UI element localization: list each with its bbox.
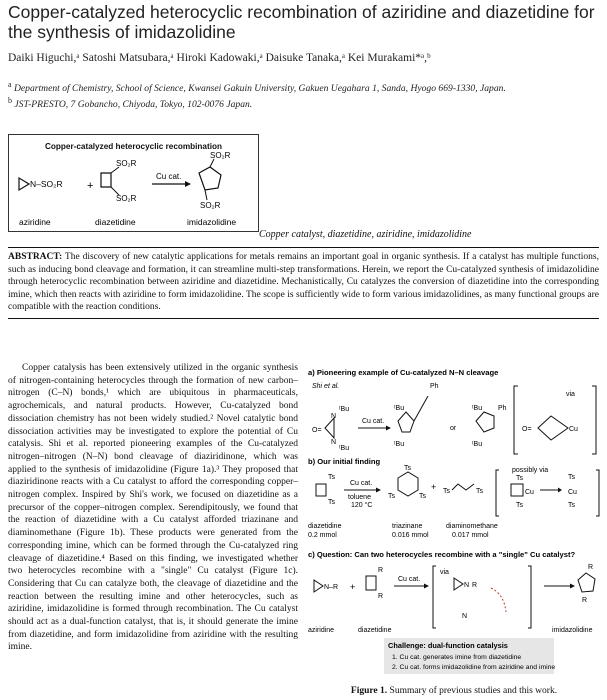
panel-b-ts2: Ts: [328, 499, 335, 506]
panel-a-tbu5: ᵗBu: [472, 405, 483, 412]
aziridine-ring: [19, 178, 29, 190]
panel-a-n1: N: [331, 413, 337, 420]
panel-a-arrowhead: [386, 426, 391, 431]
label-diazetidine: diazetidine: [95, 217, 136, 227]
panel-c-label-aziridine: aziridine: [308, 627, 335, 634]
figure-caption-label: Figure 1.: [350, 686, 388, 696]
compound-diaminomethane-amount: 0.017 mmol: [452, 532, 489, 539]
panel-c-arrowhead: [424, 584, 429, 589]
via-bracket-left: [514, 386, 518, 454]
panel-a-product2-ring: [476, 412, 494, 432]
challenge-title: Challenge: dual-function catalysis: [388, 641, 508, 650]
panel-b-cu-complex1: [511, 484, 523, 496]
diazetidine-ring: [101, 173, 111, 187]
panel-b-ts4: Ts: [388, 493, 395, 500]
affiliation-mark: a: [8, 80, 12, 89]
panel-c-via: via: [440, 569, 449, 576]
panel-a-n2: N: [331, 439, 337, 446]
label-imidazolidine: imidazolidine: [187, 217, 237, 227]
abstract: [8, 247, 599, 319]
affiliation-text: JST-PRESTO, 7 Gobancho, Chiyoda, Tokyo, 102-0076 Japan.: [14, 99, 253, 111]
panel-c-title: c) Question: Can two heterocycles recombine with a "single" Cu catalyst?: [308, 550, 576, 559]
reaction-arrowhead: [185, 181, 191, 187]
diaziridinone-ring: [325, 418, 334, 438]
panel-c-label-diazetidine: diazetidine: [358, 627, 392, 634]
paper-title: Copper-catalyzed heterocyclic recombination of aziridine and diazetidine for the synthesis of imidazolidine: [8, 2, 595, 42]
panel-b-possibly-via: possibly via: [512, 467, 549, 474]
panel-c-via-bracket-right: [528, 566, 531, 628]
challenge-item-1: 1. Cu cat. generates imine from diazetidine: [392, 654, 522, 661]
affiliation-mark: b: [8, 96, 12, 105]
label-aziridine: aziridine: [19, 217, 51, 227]
panel-a-catalyst: Cu cat.: [362, 418, 385, 425]
panel-c-r3: R: [588, 564, 594, 571]
panel-c-via-bracket-left: [433, 566, 436, 628]
panel-a-via: via: [566, 391, 575, 398]
panel-a-title: a) Pioneering example of Cu-catalyzed N–N cleavage: [308, 368, 499, 377]
affiliation-a: [8, 80, 506, 94]
affiliation-text: Department of Chemistry, School of Science, Kwansei Gakuin University, Gakuen Uegahara 1, Sanda, Hyogo 669-1330, Japan.: [13, 83, 506, 95]
body-paragraph: Copper catalysis has been extensively utilized in the organic synthesis of nitrogen-containing heterocycles through the formation of new carbon–nitrogen (C–N) bonds,¹ which are ubiquitous in pharmaceuticals, agrochemicals, and natural products. However, Cu-catalyzed bond dissociation chemistry has not been widely studied.² Novel catalytic bond dissociation activities may be investigated to explore the potential of Cu catalysis. Shi et al. reported pioneering examples of the Cu-catalyzed nitrogen–nitrogen (N–N) bond cleavage of diaziridinone, which was applied to the synthesis of imidazolidine (Figure 1a).³ They proposed that diaziridinone reacts with a Cu catalyst to afford the corresponding copper–nitrogen complex. Inspired by Shi's work, we focused on diazetidine as a precursor of the copper–nitrogen complex. Serendipitously, we found that the reaction of diazetidine with a Cu catalyst afforded triazinane and diaminomethane (Figure 1b). These products were generated from the corresponding imine, which can be formed through the Cu-catalyzed ring cleavage of diazetidine.⁴ Based on this finding, we investigated whether two heterocycles recombine with a "single" Cu catalyst (Figure 1c). Considering that Cu can catalyze both, the cleavage of diazetidine and the reaction between the resulting imine and other heterocycles, such as aziridine, imidazolidine is formed through recombination. The Cu catalyst should act as a dual-function catalyst, that is, it should generate the imine from diazetidine, and form imidazolidine from aziridine with the resulting imine.: [8, 363, 298, 653]
challenge-item-2: 2. Cu cat. forms imidazolidine from aziridine and imine: [392, 664, 556, 671]
panel-b-plus: +: [431, 482, 437, 492]
panel-c-imidazolidine: [578, 573, 595, 592]
panel-b-cu2: Cu: [568, 489, 577, 496]
triazinane-ring: [398, 472, 418, 496]
panel-b-ts7: Ts: [476, 488, 483, 495]
panel-b-diazetidine: [316, 484, 326, 496]
panel-b-temperature: 120 °C: [351, 502, 373, 509]
panel-b-ts5: Ts: [419, 493, 426, 500]
toc-scheme: [9, 135, 258, 231]
product-group-bottom: SO₂R: [200, 201, 221, 210]
panel-c-imine-n: N: [462, 613, 468, 620]
panel-c-r1: R: [378, 567, 384, 574]
panel-a-author: Shi et al.: [312, 383, 340, 390]
panel-a-tbu6: ᵗBu: [472, 441, 483, 448]
compound-diazetidine-name: diazetidine: [308, 523, 342, 530]
panel-b-title: b) Our initial finding: [308, 457, 381, 466]
panel-c-catalyst: Cu cat.: [398, 576, 421, 583]
panel-c-r4: R: [582, 597, 588, 604]
panel-c-aziridine-group: N–R: [324, 584, 339, 591]
panel-b-arrowhead: [376, 488, 381, 493]
panel-c-r2: R: [378, 593, 384, 600]
panel-c-red-dashed: [491, 588, 506, 612]
panel-b-ts1: Ts: [328, 474, 335, 481]
panel-c-label-imidazolidine: imidazolidine: [552, 627, 593, 634]
panel-b-equilibrium-head: [558, 488, 562, 493]
product-group-top: SO₂R: [210, 151, 231, 160]
panel-b-ts11: Ts: [568, 502, 575, 509]
possibly-via-bracket-right: [596, 470, 599, 516]
possibly-via-bracket-left: [496, 470, 499, 516]
abstract-text: The discovery of new catalytic applications for metals remains an important goal in organic synthesis. If a catalyst has multiple functions, such as inducing bond cleavage and formation, it can streamline multi-step transformations. Herein, we report the Cu-catalyzed synthesis of imidazolidine through heterocyclic recombination between aziridine and diazetidine. Mechanistically, Cu catalyzes the conversion of diazetidine into the corresponding imine, which then reacts with aziridine to form imidazolidine. The scope is sufficiently wide to form various imidazolidines, as many functional groups are compatible with the reaction conditions.: [8, 252, 599, 313]
plus-sign: +: [87, 180, 94, 192]
panel-a-cu: Cu: [569, 426, 578, 433]
affiliation-b: [8, 96, 252, 110]
body-column: [8, 362, 298, 654]
product-bond-top: [210, 159, 214, 167]
panel-b-catalyst: Cu cat.: [350, 480, 373, 487]
figure-caption: [306, 686, 602, 696]
cu-complex-ring: [538, 416, 568, 440]
panel-a-tbu1: ᵗBu: [339, 406, 350, 413]
panel-c-plus: +: [350, 582, 356, 592]
toc-title: Copper-catalyzed heterocyclic recombination: [45, 142, 222, 151]
panel-a-carbonyl: O=: [312, 427, 322, 434]
catalyst-label: Cu cat.: [156, 172, 182, 181]
toc-graphic: [8, 134, 259, 232]
diazetidine-group-bottom: SO₂R: [116, 194, 137, 203]
abstract-heading: ABSTRACT:: [8, 252, 63, 262]
compound-triazinane-amount: 0.016 mmol: [392, 532, 429, 539]
compound-diaminomethane-name: diaminomethane: [446, 523, 498, 530]
panel-b-cu1: Cu: [525, 489, 534, 496]
compound-diazetidine-amount: 0.2 mmol: [308, 532, 337, 539]
compound-triazinane-name: triazinane: [392, 523, 423, 530]
aziridine-group: N–SO₂R: [30, 179, 63, 189]
figure-1: [306, 366, 602, 682]
panel-a-product1-ring: [398, 412, 414, 432]
figure-1-scheme: [306, 366, 602, 682]
panel-b-solvent: toluene: [348, 494, 371, 501]
panel-c-via-n: N: [464, 582, 470, 589]
diazetidine-group-top: SO₂R: [116, 159, 137, 168]
panel-a-carbonyl2: O=: [522, 426, 532, 433]
panel-c-via-r: R: [472, 582, 478, 589]
imidazolidine-ring: [199, 167, 221, 190]
panel-b-ts10: Ts: [568, 474, 575, 481]
panel-b-ts9: Ts: [516, 502, 523, 509]
panel-b-ts3: Ts: [404, 465, 411, 472]
panel-b-ts8: Ts: [516, 475, 523, 482]
panel-a-ph2: Ph: [498, 405, 507, 412]
panel-a-ph: Ph: [430, 383, 439, 390]
via-bracket-right: [592, 386, 596, 454]
panel-c-diazetidine: [366, 576, 376, 590]
panel-a-bond: [414, 396, 428, 421]
toc-caption: Copper catalyst, diazetidine, aziridine, imidazolidine: [259, 229, 472, 240]
panel-a-tbu3: ᵗBu: [394, 405, 405, 412]
diaminomethane-chain: [452, 484, 474, 490]
figure-caption-text: Summary of previous studies and this work.: [387, 686, 558, 696]
panel-a-tbu4: ᵗBu: [394, 441, 405, 448]
panel-c-arrowhead2: [570, 584, 575, 589]
panel-b-ts6: Ts: [443, 488, 450, 495]
product-bond-bottom: [205, 190, 207, 200]
panel-a-tbu2: ᵗBu: [339, 445, 350, 452]
panel-c-via-aziridine: [454, 578, 463, 590]
panel-a-or: or: [450, 425, 457, 432]
panel-c-aziridine: [314, 580, 323, 592]
author-list: Daiki Higuchi,ᵃ Satoshi Matsubara,ᵃ Hiroki Kadowaki,ᵃ Daisuke Tanaka,ᵃ Kei Murakami*ᵃ,ᵇ: [8, 52, 431, 64]
